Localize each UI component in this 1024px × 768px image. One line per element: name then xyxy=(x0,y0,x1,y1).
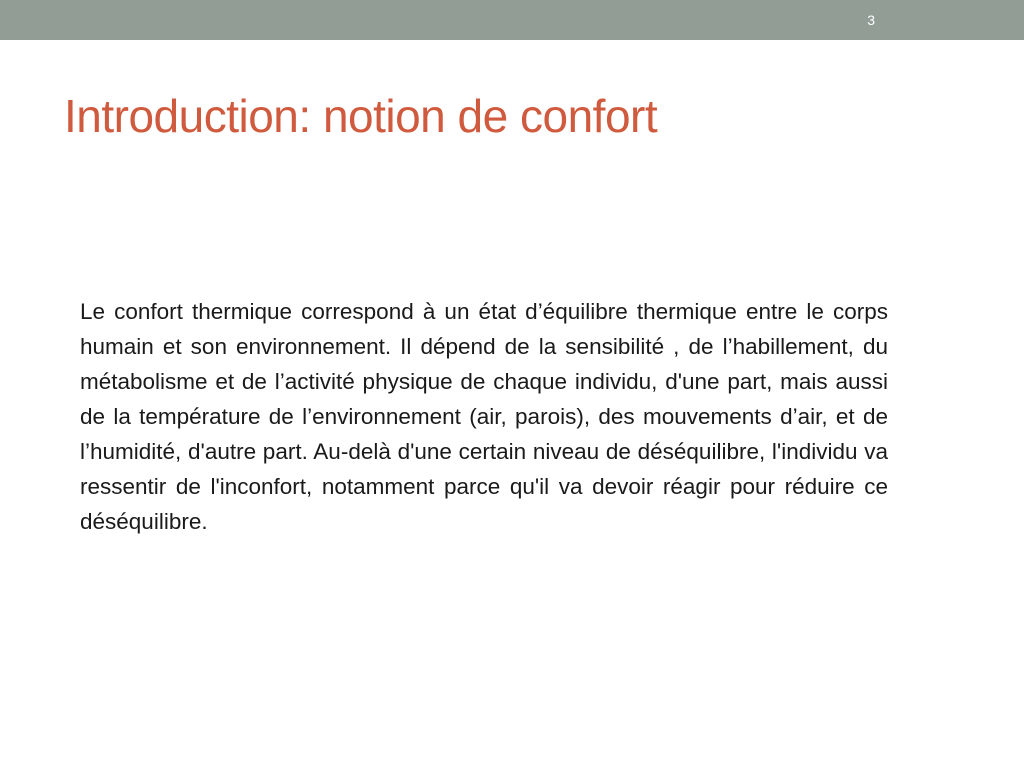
slide-body-text: Le confort thermique correspond à un état d’équilibre thermique entre le corps humain et son environnement. Il dépend de la sensibilité , de l’habillement, du métabolisme et de l’activité physique de chaque individu, d'une part, mais aussi de la température de l’environnement (air, parois), des mouvements d’air, et de l’humidité, d'autre part. Au-delà d'une certain niveau de déséquilibre, l'individu va ressentir de l'inconfort, notamment parce qu'il va devoir réagir pour réduire ce déséquilibre. xyxy=(80,299,888,534)
slide-title: Introduction: notion de confort xyxy=(64,90,658,142)
header-bar xyxy=(0,0,1024,40)
slide-number: 3 xyxy=(867,12,875,28)
